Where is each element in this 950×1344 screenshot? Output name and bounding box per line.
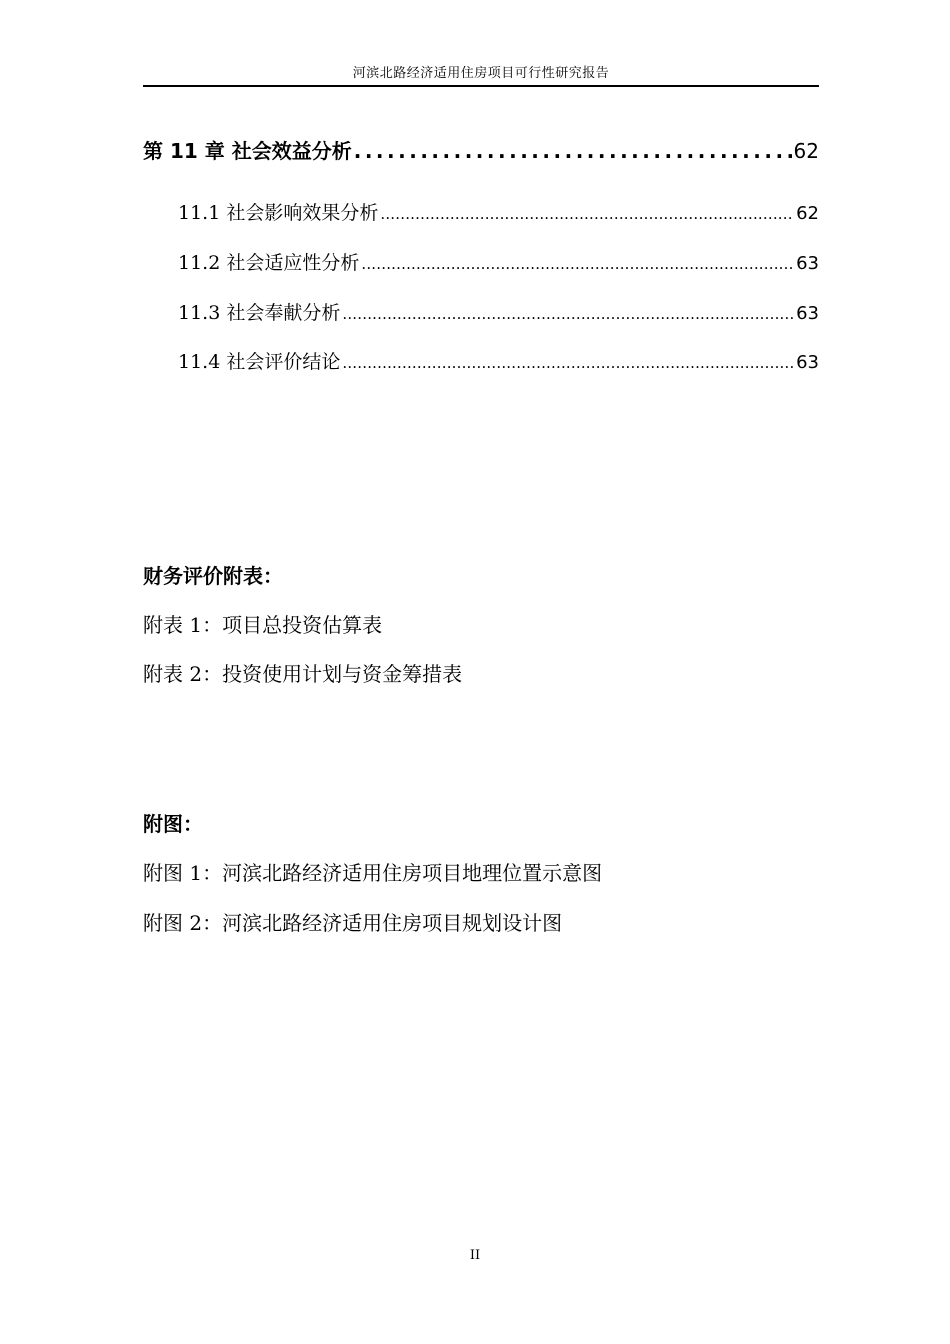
toc-leader-dots bbox=[361, 251, 794, 277]
toc-chapter-label: 第 11 章 社会效益分析 bbox=[143, 139, 352, 163]
toc-section-entry bbox=[178, 300, 819, 327]
toc-leader-dots bbox=[342, 301, 794, 327]
toc-section-label: 11.1 社会影响效果分析 bbox=[178, 202, 379, 224]
toc-section-page: 63 bbox=[796, 303, 819, 324]
toc-section-entry bbox=[178, 250, 819, 277]
appendix-figure-item: 附图 2：河滨北路经济适用住房项目规划设计图 bbox=[143, 911, 563, 935]
toc-section-label: 11.3 社会奉献分析 bbox=[178, 302, 341, 324]
appendix-figure-item: 附图 1：河滨北路经济适用住房项目地理位置示意图 bbox=[143, 861, 603, 885]
figures-block-title: 附图： bbox=[143, 812, 203, 836]
appendix-table-item: 附表 2：投资使用计划与资金筹措表 bbox=[143, 662, 463, 686]
toc-chapter-entry bbox=[143, 137, 819, 165]
toc-section-label: 11.2 社会适应性分析 bbox=[178, 252, 360, 274]
toc-section-page: 62 bbox=[796, 203, 819, 224]
toc-leader-dots bbox=[354, 137, 792, 165]
toc-leader-dots bbox=[380, 201, 794, 227]
toc-section-entry bbox=[178, 200, 819, 227]
toc-leader-dots bbox=[342, 350, 794, 376]
tables-block-title: 财务评价附表： bbox=[143, 564, 283, 588]
toc-section-entry bbox=[178, 349, 819, 376]
header-rule bbox=[143, 85, 819, 87]
toc-section-label: 11.4 社会评价结论 bbox=[178, 351, 341, 373]
appendix-table-item: 附表 1：项目总投资估算表 bbox=[143, 613, 383, 637]
toc-section-page: 63 bbox=[796, 352, 819, 373]
page-number: II bbox=[469, 1248, 481, 1263]
toc-chapter-page: 62 bbox=[793, 139, 819, 163]
running-header: 河滨北路经济适用住房项目可行性研究报告 bbox=[352, 66, 610, 81]
toc-section-page: 63 bbox=[796, 253, 819, 274]
